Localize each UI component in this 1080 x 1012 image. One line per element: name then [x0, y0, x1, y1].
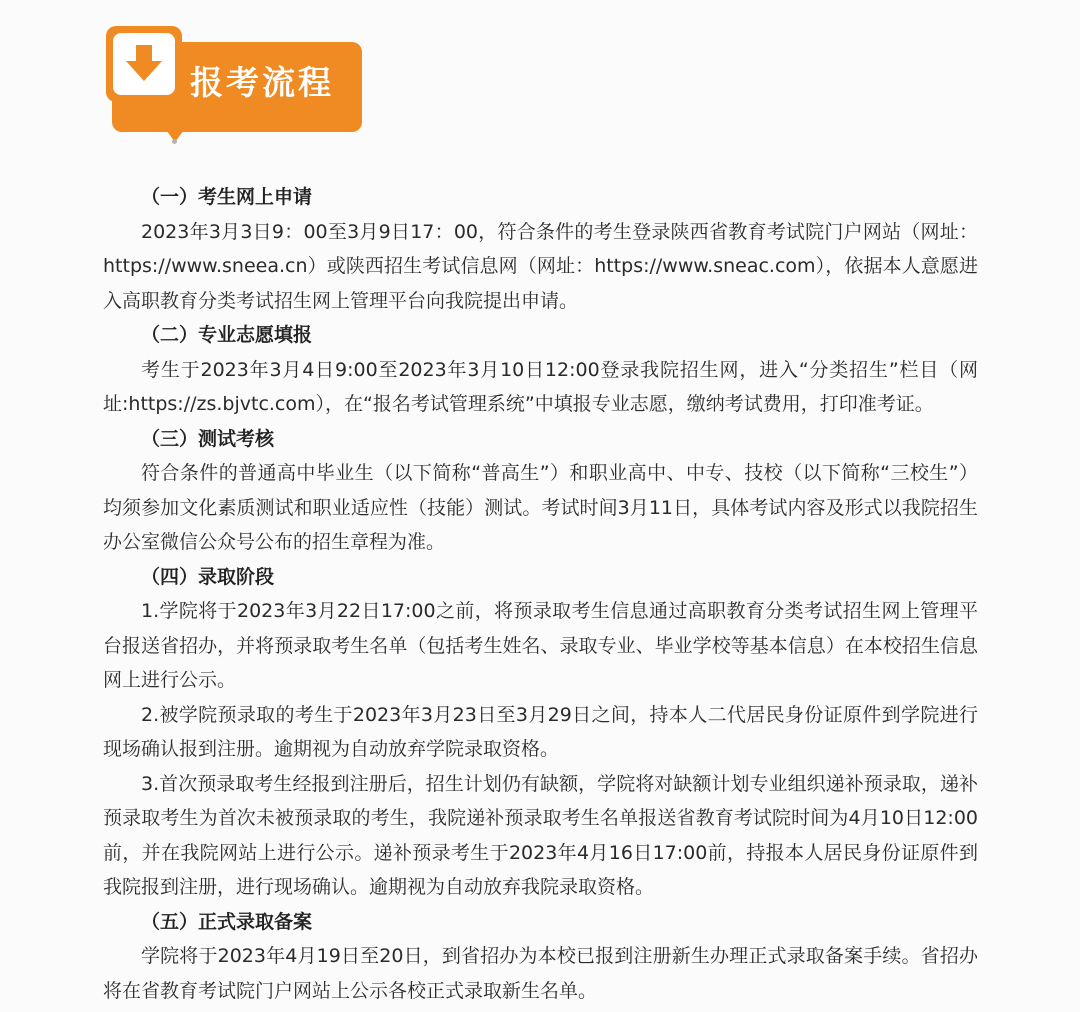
document-body — [103, 180, 978, 1008]
section-paragraph: 考生于2023年3月4日9:00至2023年3月10日12:00登录我院招生网，进入“分类招生”栏目（网址:https://zs.bjvtc.com），在“报名考试管理系统”中填报专业志愿，缴纳考试费用，打印准考证。 — [103, 358, 978, 415]
banner-title: 报考流程 — [190, 63, 334, 102]
section-heading: （二）专业志愿填报 — [141, 324, 313, 346]
section-paragraph: 学院将于2023年4月19日至20日，到省招办为本校已报到注册新生办理正式录取备案手续。省招办将在省教育考试院门户网站上公示各校正式录取新生名单。 — [103, 945, 978, 1002]
section-banner — [106, 26, 362, 146]
section-heading: （四）录取阶段 — [141, 565, 275, 588]
section-heading: （一）考生网上申请 — [141, 186, 313, 208]
section-paragraph: 符合条件的普通高中毕业生（以下简称“普高生”）和职业高中、中专、技校（以下简称“三校生”）均须参加文化素质测试和职业适应性（技能）测试。考试时间3月11日，具体考试内容及形式以我院招生办公室微信公众号公布的招生章程为准。 — [103, 462, 978, 553]
banner-dot — [172, 139, 177, 144]
banner-icon-frame — [106, 26, 182, 102]
section-heading: （三）测试考核 — [141, 427, 275, 450]
section-paragraph: 3.首次预录取考生经报到注册后，招生计划仍有缺额，学院将对缺额计划专业组织递补预录取，递补预录取考生为首次未被预录取的考生，我院递补预录取考生名单报送省教育考试院时间为4月10日12:00前，并在我院网站上进行公示。递补预录考生于2023年4月16日17:00前，持报本人居民身份证原件到我院报到注册，进行现场确认。逾期视为自动放弃我院录取资格。 — [103, 772, 978, 898]
section-paragraph: 2023年3月3日9：00至3月9日17：00，符合条件的考生登录陕西省教育考试院门户网站（网址：https://www.sneea.cn）或陕西招生考试信息网（网址：https://www.sneac.com），依据本人意愿进入高职教育分类考试招生网上管理平台向我院提出申请。 — [103, 220, 978, 312]
section-heading: （五）正式录取备案 — [141, 910, 313, 933]
section-paragraph: 1.学院将于2023年3月22日17:00之前，将预录取考生信息通过高职教育分类考试招生网上管理平台报送省招办，并将预录取考生名单（包括考生姓名、录取专业、毕业学校等基本信息）在本校招生信息网上进行公示。 — [103, 600, 978, 691]
section-paragraph: 2.被学院预录取的考生于2023年3月23日至3月29日之间，持本人二代居民身份证原件到学院进行现场确认报到注册。逾期视为自动放弃学院录取资格。 — [103, 703, 978, 760]
down-arrow-icon — [124, 43, 164, 85]
